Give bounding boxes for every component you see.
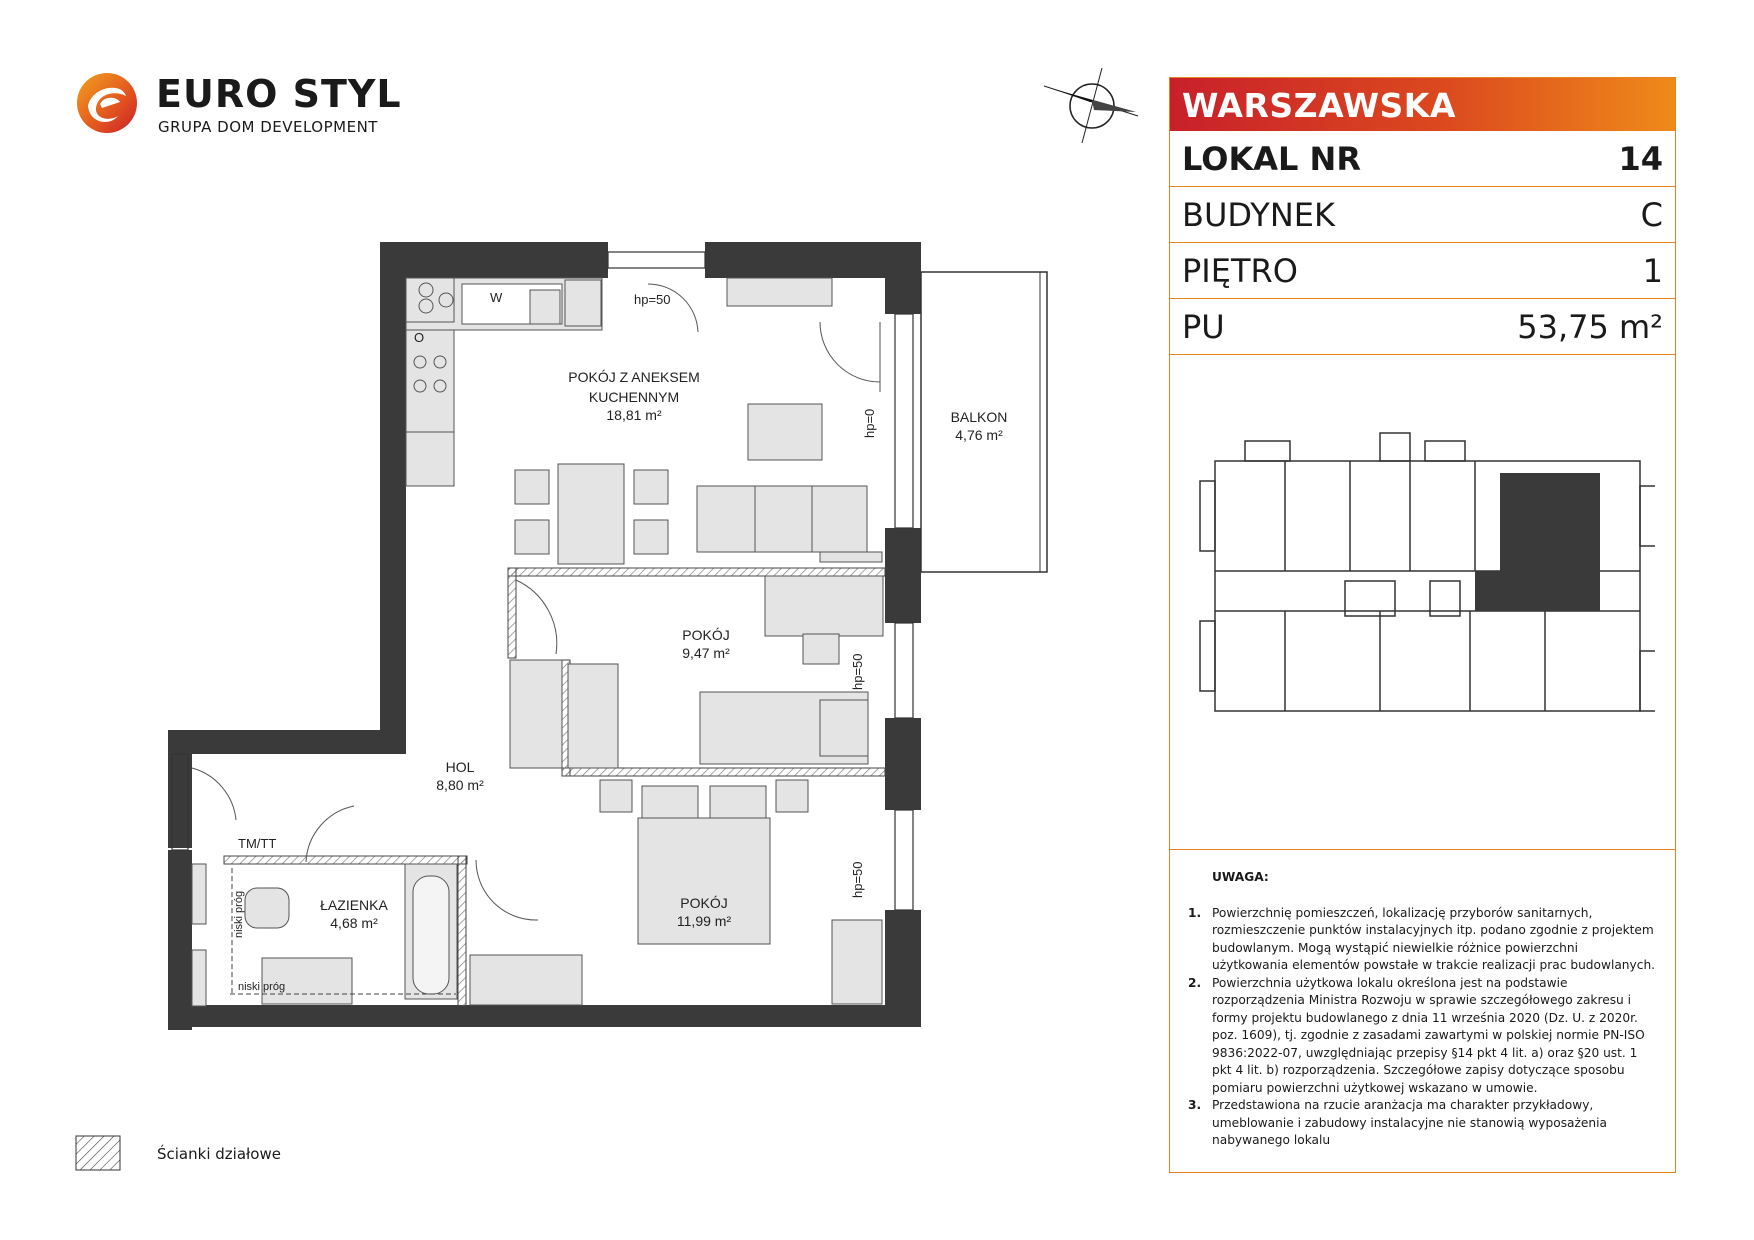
info-row-area <box>1170 299 1675 355</box>
note-item: 2. Powierzchnia użytkowa lokalu określona jest na podstawie rozporządzenia Ministra Rozwoju w sprawie szczegółowego zakresu i formy projektu budowlanego z dnia 11 września 2020 (Dz. U. z 2020r. poz. 1609), tj. zgodnie z zasadami zawartymi w polskiej normie PN-ISO 9836:2022-07, uwzględniając przepisy §14 pkt 4 lit. a) oraz §20 ust. 1 pkt 4 lit. b) rozporządzenia. Szczegółowe zapisy dotyczące sposobu pomiaru powierzchni użytkowej wskazano w umowie. <box>1188 975 1645 1095</box>
info-key: BUDYNEK <box>1182 196 1335 234</box>
oven-mark: O <box>414 330 425 345</box>
info-row-building <box>1170 187 1675 243</box>
room-area: 18,81 m² <box>606 407 662 423</box>
note-item: 3. Przedstawiona na rzucie aranżacja ma charakter przykładowy, umeblowanie i zabudowy instalacyjne nie stanowią wyposażenia nabywanego lokalu <box>1188 1098 1608 1147</box>
room-label: POKÓJ <box>682 627 730 643</box>
legend-label: Ścianki działowe <box>157 1145 281 1163</box>
room-area: 11,99 m² <box>676 913 732 929</box>
room-label: KUCHENNYM <box>588 389 680 405</box>
logo-brand: EURO STYL <box>156 72 402 116</box>
info-value: 1 <box>1642 252 1663 290</box>
info-value: 53,75 m² <box>1517 308 1663 346</box>
info-row-unit <box>1170 131 1675 187</box>
notes <box>1188 869 1658 1150</box>
partition-wall-swatch <box>75 1135 121 1171</box>
room-label: BALKON <box>950 409 1008 425</box>
unit-highlight <box>1475 473 1600 611</box>
info-key: PIĘTRO <box>1182 252 1298 290</box>
notes-divider <box>1170 849 1675 850</box>
investment-header <box>1170 78 1675 131</box>
height-mark: hp=0 <box>862 408 877 438</box>
room-label: POKÓJ <box>680 895 728 911</box>
logo-subtitle: GRUPA DOM DEVELOPMENT <box>158 118 378 136</box>
note-item: 1. Powierzchnię pomieszczeń, lokalizację przyborów sanitarnych, rozmieszczenie punktów instalacyjnych itp. podano zgodnie z projektem budowlanym. Mogą wystąpić niewielkie różnice powierzchni użytkowania elementów powstałe w trakcie realizacji prac budowlanych. <box>1188 905 1656 972</box>
building-key-plan <box>1195 421 1655 741</box>
installation-mark: TM/TT <box>238 836 277 851</box>
notes-title: UWAGA: <box>1212 870 1269 884</box>
threshold-mark: niski próg <box>238 981 286 993</box>
info-key: LOKAL NR <box>1182 140 1361 178</box>
room-label: ŁAZIENKA <box>320 897 388 913</box>
height-mark: hp=50 <box>634 292 671 307</box>
info-panel <box>1169 77 1676 1173</box>
room2-furniture <box>470 780 882 1005</box>
room-label: POKÓJ Z ANEKSEM <box>568 369 700 385</box>
room-area: 9,47 m² <box>682 645 730 661</box>
room-area: 4,68 m² <box>330 915 378 931</box>
threshold-mark: niski próg <box>233 890 245 938</box>
info-value: 14 <box>1618 140 1663 178</box>
washer-mark: W <box>490 290 503 305</box>
room-label: HOL <box>445 759 475 775</box>
room-area: 8,80 m² <box>436 777 484 793</box>
info-row-floor <box>1170 243 1675 299</box>
legend <box>75 1135 375 1175</box>
room-area: 4,76 m² <box>955 427 1003 443</box>
height-mark: hp=50 <box>850 653 865 690</box>
investment-name: WARSZAWSKA <box>1182 86 1456 125</box>
height-mark: hp=50 <box>850 861 865 898</box>
info-key: PU <box>1182 308 1225 346</box>
info-value: C <box>1640 196 1663 234</box>
